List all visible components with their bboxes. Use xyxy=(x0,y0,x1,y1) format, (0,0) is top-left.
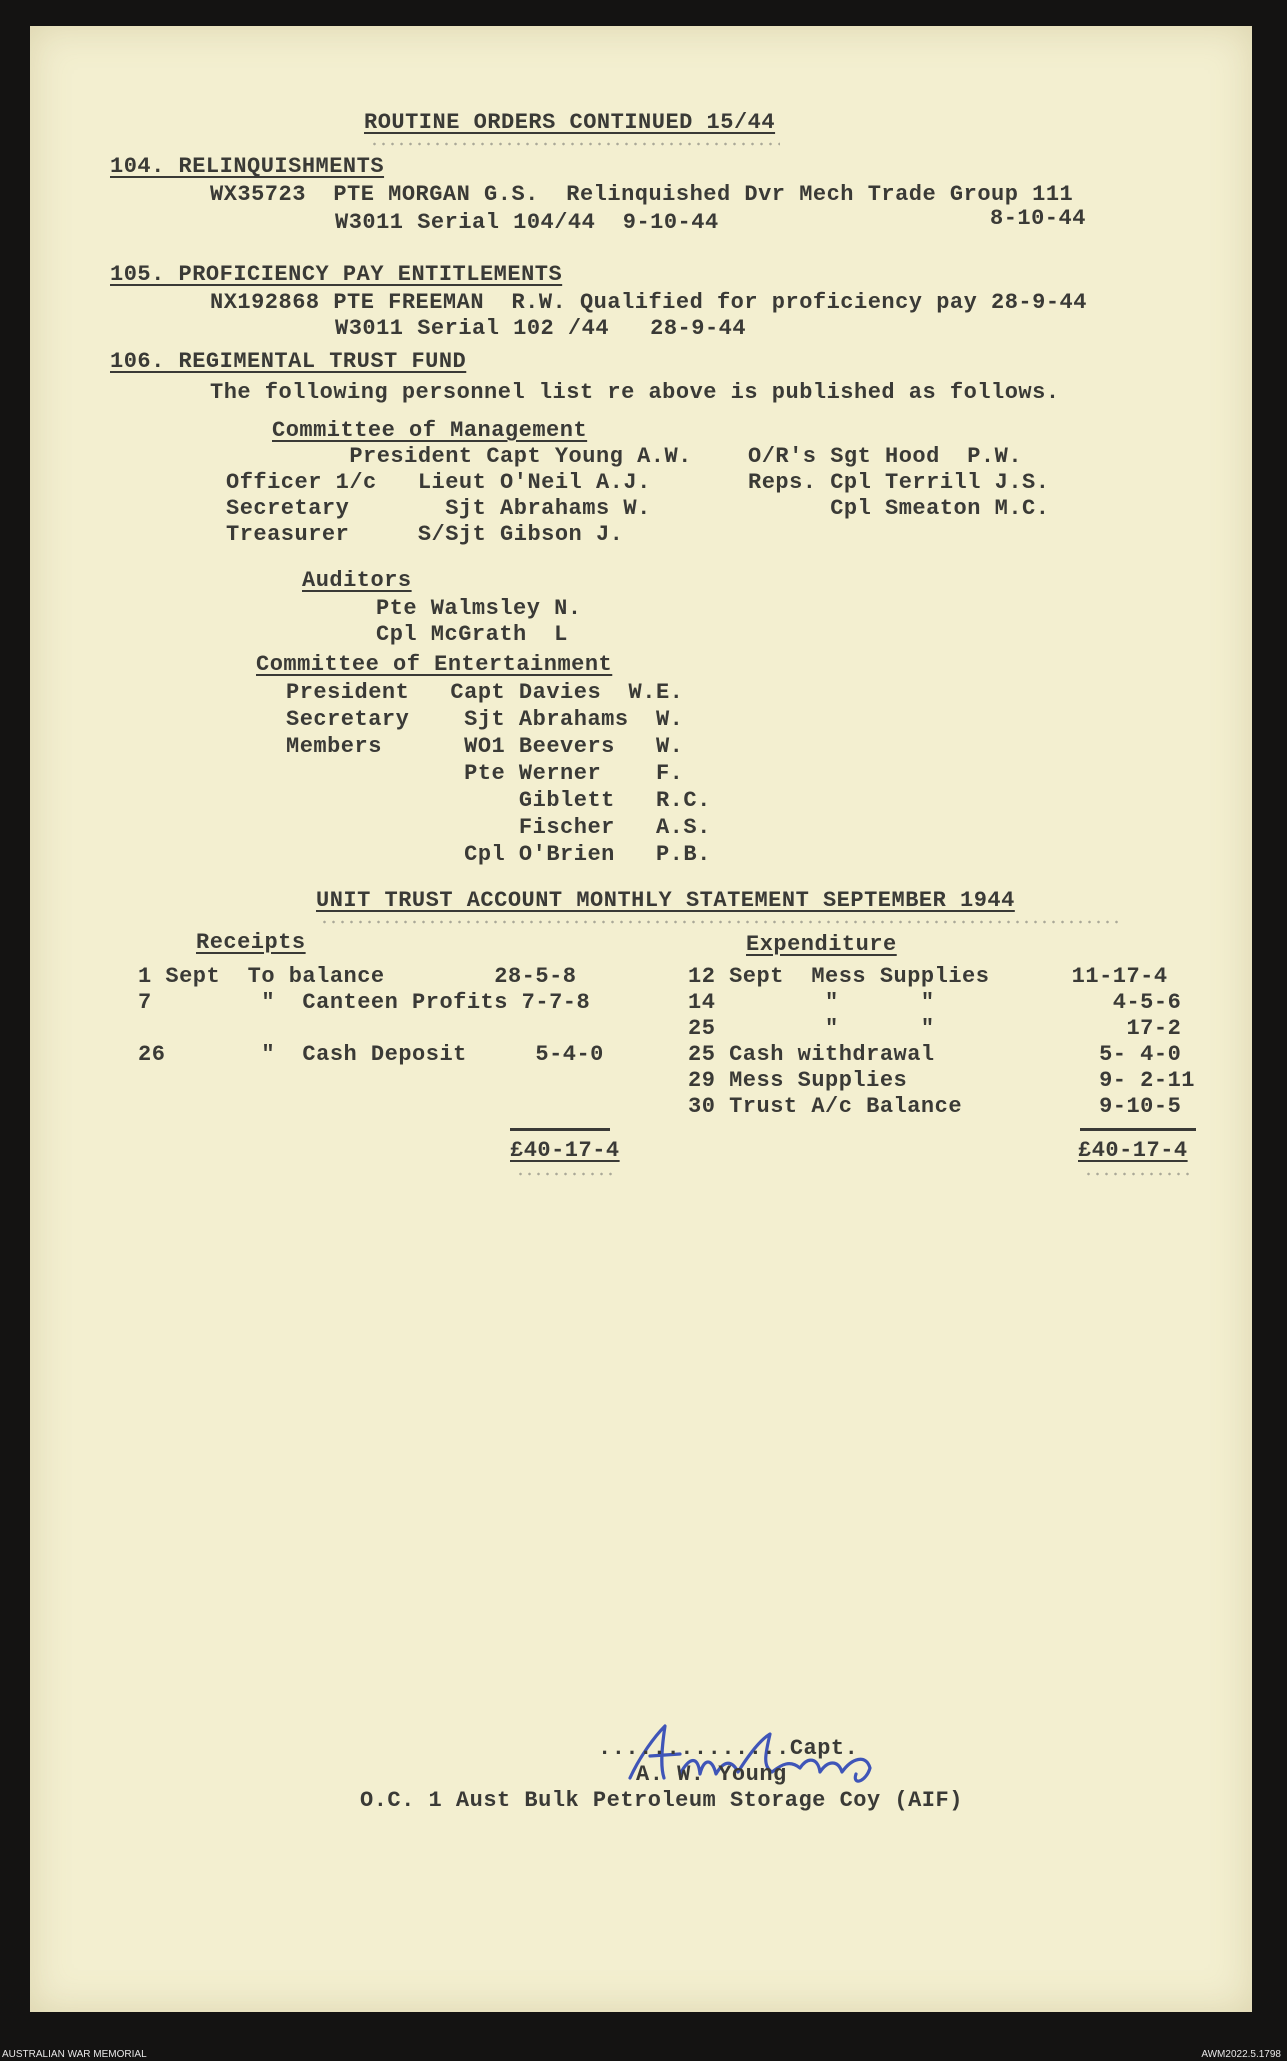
committee-entertainment-row: Secretary Sjt Abrahams W. xyxy=(286,707,684,732)
receipt-row: 7 " Canteen Profits 7-7-8 xyxy=(138,990,591,1015)
section-104-line-2: W3011 Serial 104/44 9-10-44 xyxy=(335,210,719,235)
committee-entertainment-row: Giblett R.C. xyxy=(286,788,711,813)
statement-dotted-rule xyxy=(320,920,1120,924)
committee-management-row: President Capt Young A.W. xyxy=(226,444,692,469)
expenditure-row: 25 Cash withdrawal 5- 4-0 xyxy=(688,1042,1182,1067)
section-104-heading: 104. RELINQUISHMENTS xyxy=(110,154,385,179)
committee-entertainment-row: Cpl O'Brien P.B. xyxy=(286,842,711,867)
section-105-line-1: NX192868 PTE FREEMAN R.W. Qualified for proficiency pay 28-9-44 xyxy=(210,290,1087,315)
committee-management-row: Secretary Sjt Abrahams W. xyxy=(226,496,651,521)
committee-management-row: Officer 1/c Lieut O'Neil A.J. xyxy=(226,470,651,495)
receipts-total: £40-17-4 xyxy=(510,1138,620,1163)
signatory-name: A. W. Young xyxy=(636,1762,787,1787)
signatory-unit: O.C. 1 Aust Bulk Petroleum Storage Coy (AIF) xyxy=(360,1788,963,1813)
expenditure-row: 14 " " 4-5-6 xyxy=(688,990,1182,1015)
statement-heading: UNIT TRUST ACCOUNT MONTHLY STATEMENT SEPTEMBER 1944 xyxy=(316,888,1015,913)
receipt-row: 1 Sept To balance 28-5-8 xyxy=(138,964,577,989)
committee-entertainment-row: Members WO1 Beevers W. xyxy=(286,734,684,759)
auditor-row: Cpl McGrath L xyxy=(376,622,568,647)
footer-accession-number: AWM2022.5.1798 xyxy=(1201,2049,1281,2060)
committee-entertainment-heading: Committee of Entertainment xyxy=(256,652,613,677)
signature-dots-capt: ..............Capt. xyxy=(598,1736,859,1761)
expenditure-heading: Expenditure xyxy=(746,932,897,957)
section-105-heading: 105. PROFICIENCY PAY ENTITLEMENTS xyxy=(110,262,563,287)
section-104-date: 8-10-44 xyxy=(990,206,1086,231)
section-106-heading: 106. REGIMENTAL TRUST FUND xyxy=(110,349,467,374)
committee-management-row: Treasurer S/Sjt Gibson J. xyxy=(226,522,624,547)
section-104-line-1: WX35723 PTE MORGAN G.S. Relinquished Dvr Mech Trade Group 111 xyxy=(210,182,1074,207)
receipts-total-rule xyxy=(510,1128,610,1131)
expenditure-total: £40-17-4 xyxy=(1078,1138,1188,1163)
receipts-heading: Receipts xyxy=(196,930,306,955)
expenditure-total-rule xyxy=(1080,1128,1196,1131)
or-reps-row: Reps. Cpl Terrill J.S. xyxy=(748,470,1050,495)
receipts-total-dots xyxy=(516,1172,612,1176)
expenditure-row: 29 Mess Supplies 9- 2-11 xyxy=(688,1068,1195,1093)
auditor-row: Pte Walmsley N. xyxy=(376,596,582,621)
document-title: ROUTINE ORDERS CONTINUED 15/44 xyxy=(364,110,776,135)
committee-entertainment-row: Pte Werner F. xyxy=(286,761,684,786)
committee-entertainment-row: President Capt Davies W.E. xyxy=(286,680,684,705)
title-dotted-rule xyxy=(370,142,780,146)
expenditure-total-dots xyxy=(1084,1172,1194,1176)
or-reps-row: O/R's Sgt Hood P.W. xyxy=(748,444,1023,469)
committee-entertainment-row: Fischer A.S. xyxy=(286,815,711,840)
footer-institution: AUSTRALIAN WAR MEMORIAL xyxy=(2,2049,147,2060)
expenditure-row: 30 Trust A/c Balance 9-10-5 xyxy=(688,1094,1182,1119)
expenditure-row: 12 Sept Mess Supplies 11-17-4 xyxy=(688,964,1168,989)
receipt-row: 26 " Cash Deposit 5-4-0 xyxy=(138,1042,604,1067)
auditors-heading: Auditors xyxy=(302,568,412,593)
expenditure-row: 25 " " 17-2 xyxy=(688,1016,1182,1041)
section-105-line-2: W3011 Serial 102 /44 28-9-44 xyxy=(335,316,747,341)
section-106-intro: The following personnel list re above is published as follows. xyxy=(210,380,1060,405)
committee-management-heading: Committee of Management xyxy=(272,418,588,443)
document-page xyxy=(30,26,1252,2012)
or-reps-row: Cpl Smeaton M.C. xyxy=(748,496,1050,521)
